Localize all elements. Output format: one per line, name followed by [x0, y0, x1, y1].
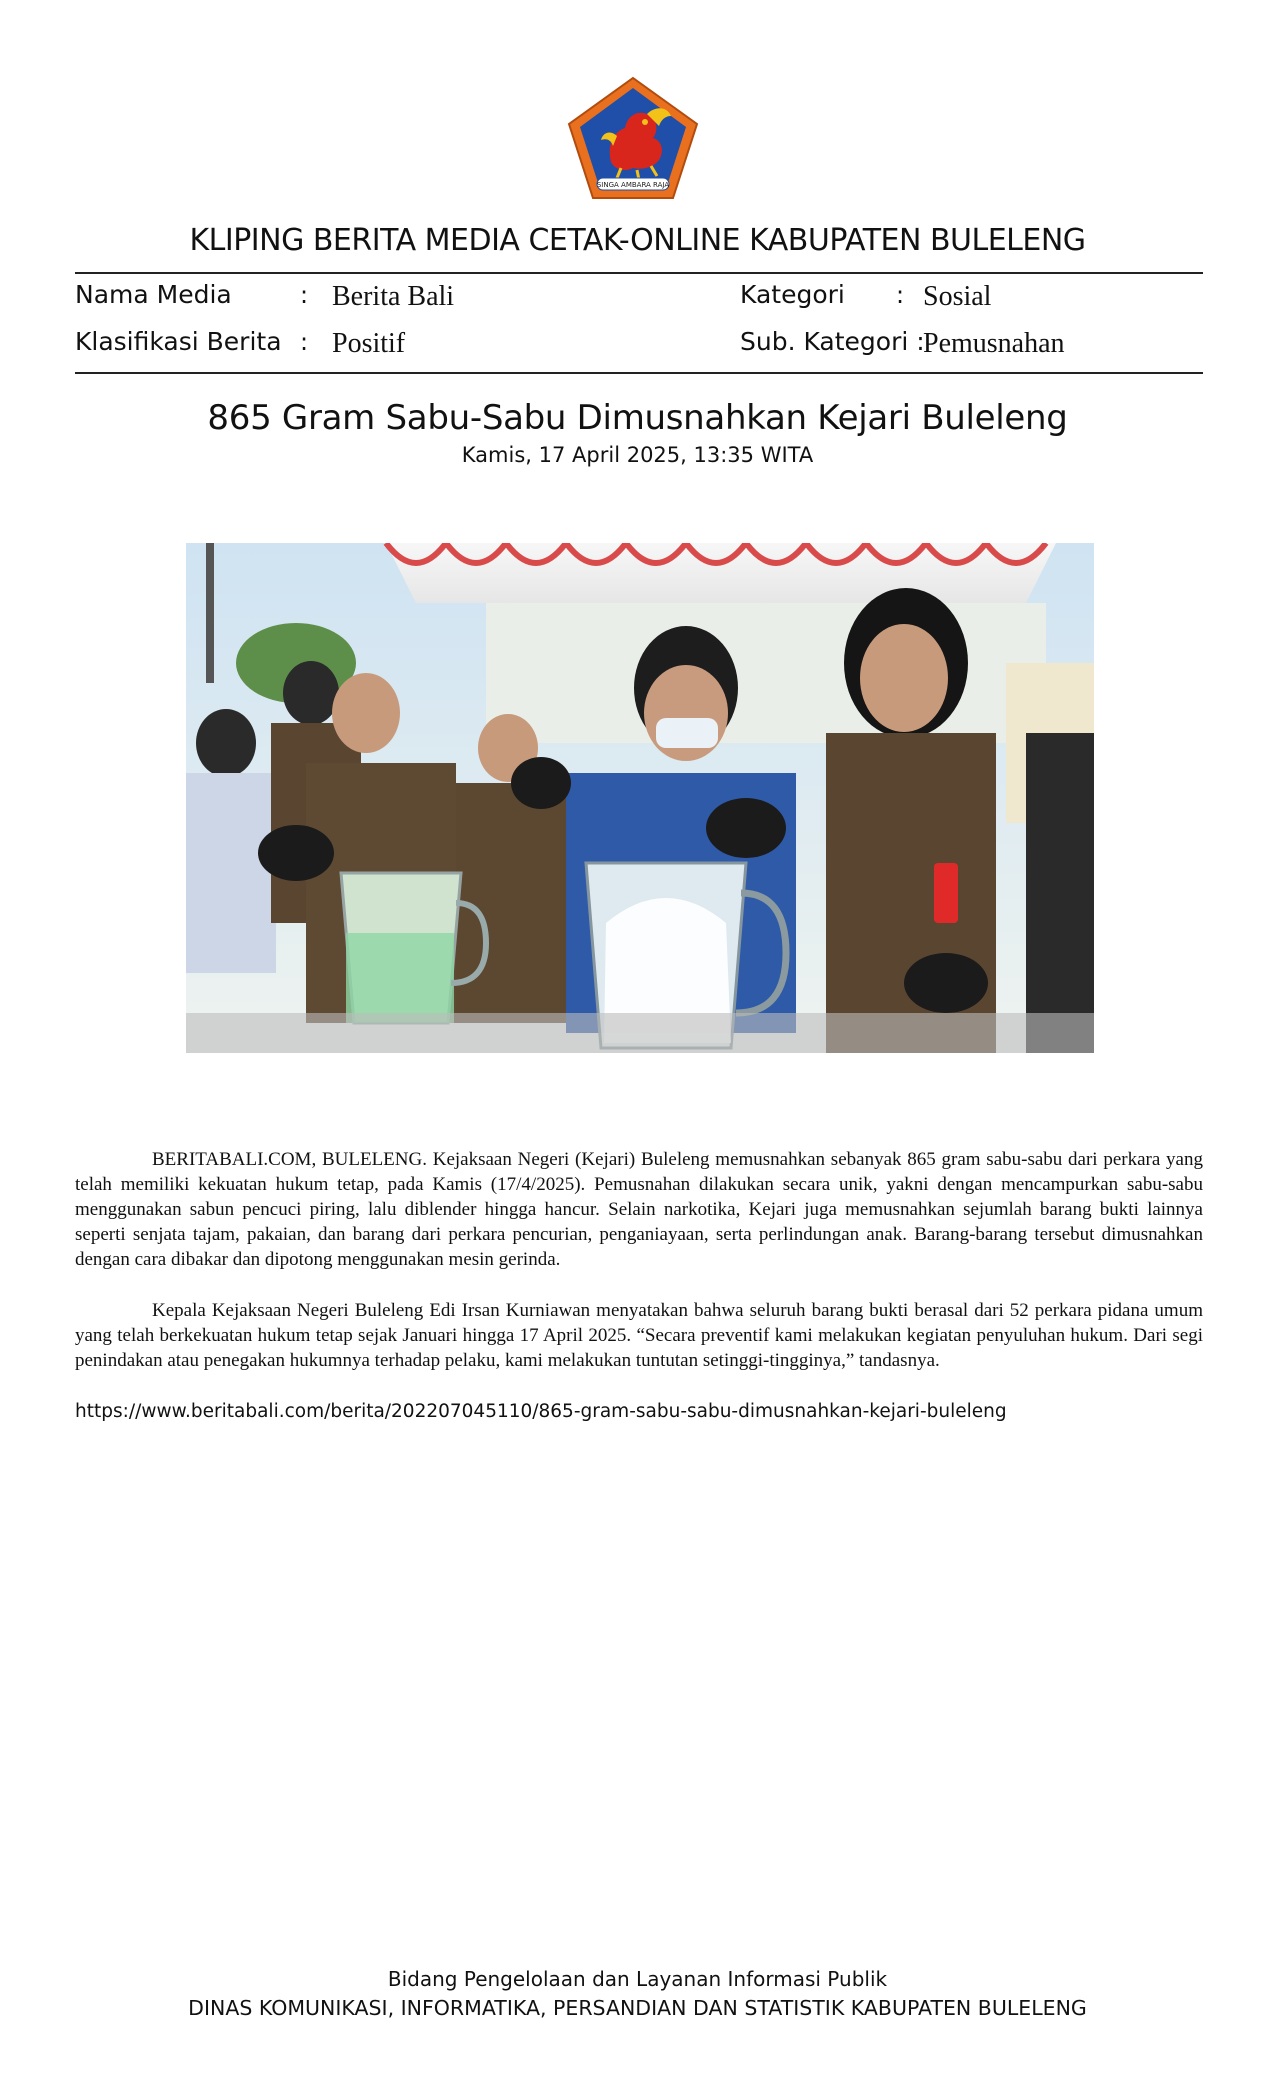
klasifikasi-label: Klasifikasi Berita — [75, 327, 282, 356]
nama-media-colon: : — [300, 281, 309, 309]
kategori-colon: : — [896, 281, 905, 309]
klasifikasi-value: Positif — [332, 328, 406, 359]
article-date: Kamis, 17 April 2025, 13:35 WITA — [461, 443, 814, 467]
header-bottom-divider — [75, 372, 1203, 374]
kategori-label: Kategori — [740, 280, 845, 309]
article-title: 865 Gram Sabu-Sabu Dimusnahkan Kejari Buleleng — [207, 398, 1068, 438]
footer-agency: DINAS KOMUNIKASI, INFORMATIKA, PERSANDIAN DAN STATISTIK KABUPATEN BULELENG — [188, 1996, 1087, 2020]
clipping-header-title: KLIPING BERITA MEDIA CETAK-ONLINE KABUPATEN BULELENG — [189, 223, 1086, 258]
article-source-url[interactable]: https://www.beritabali.com/berita/202207045110/865-gram-sabu-sabu-dimusnahkan-kejari-buleleng — [75, 1401, 1007, 1422]
nama-media-value: Berita Bali — [332, 281, 455, 312]
emblem-motto-text: SINGA AMBARA RAJA — [596, 181, 670, 189]
article-paragraph-1: BERITABALI.COM, BULELENG. Kejaksaan Negeri (Kejari) Buleleng memusnahkan sebanyak 865 gram sabu-sabu dari perkara yang telah memiliki kekuatan hukum tetap, pada Kamis (17/4/2025). Pemusnahan dilakukan secara unik, yakni dengan mencampurkan sabu-sabu menggunakan sabun pencuci piring, lalu diblender hingga hancur. Selain narkotika, Kejari juga memusnahkan sejumlah barang bukti lainnya seperti senjata tajam, pakaian, dan barang dari perkara pencurian, penganiayaan, serta perlindungan anak. Barang-barang tersebut dimusnahkan dengan cara dibakar dan dipotong menggunakan mesin gerinda. — [75, 1149, 1203, 1270]
klasifikasi-colon: : — [300, 328, 309, 356]
article-paragraph-2: Kepala Kejaksaan Negeri Buleleng Edi Irsan Kurniawan menyatakan bahwa seluruh barang bukti berasal dari 52 perkara pidana umum yang telah berkekuatan hukum tetap sejak Januari hingga 17 April 2025. “Secara preventif kami melakukan kegiatan penyuluhan hukum. Dari segi penindakan atau penegakan hukumnya terhadap pelaku, kami melakukan tuntutan setinggi-tingginya,” tandasnya. — [75, 1300, 1203, 1371]
sub-kategori-value: Pemusnahan — [923, 328, 1065, 359]
kategori-value: Sosial — [923, 281, 992, 312]
sub-kategori-label: Sub. Kategori : — [740, 327, 925, 356]
nama-media-label: Nama Media — [75, 280, 232, 309]
buleleng-emblem-logo — [567, 76, 699, 200]
footer-department: Bidang Pengelolaan dan Layanan Informasi Publik — [387, 1967, 888, 1991]
article-photo — [186, 543, 1094, 1053]
header-top-divider — [75, 272, 1203, 274]
